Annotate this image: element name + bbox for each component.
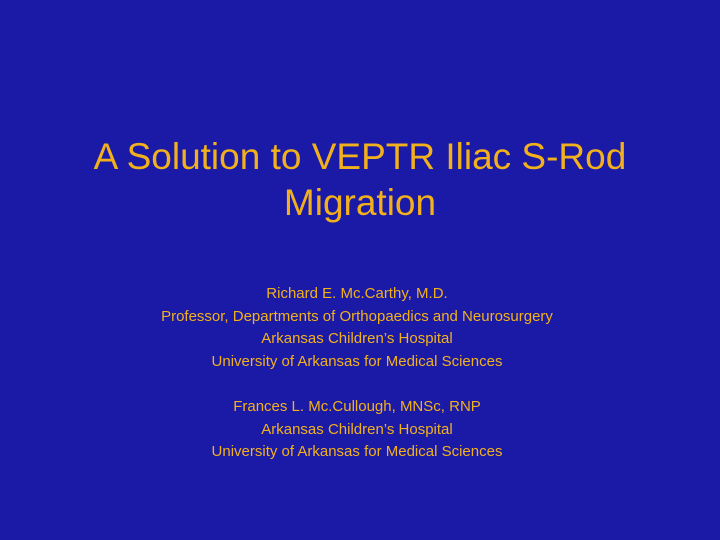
author-block-1 [0,283,714,373]
title-line-2: Migration [283,182,437,223]
slide-title [40,134,680,226]
title-line-1: A Solution to VEPTR Iliac S-Rod [93,136,627,177]
author-2-name: Frances L. Mc.Cullough, MNSc, RNP [233,398,481,415]
author-block-2 [0,396,714,464]
author-1-position: Professor, Departments of Orthopaedics and Neurosurgery [161,307,553,325]
author-section [0,283,714,464]
author-2-university: University of Arkansas for Medical Sciences [211,443,503,460]
author-1-name: Richard E. Mc.Carthy, M.D. [266,285,448,302]
author-1-hospital: Arkansas Children’s Hospital [261,330,453,347]
author-2-hospital: Arkansas Children’s Hospital [261,420,453,438]
author-1-university: University of Arkansas for Medical Sciences [211,352,503,370]
